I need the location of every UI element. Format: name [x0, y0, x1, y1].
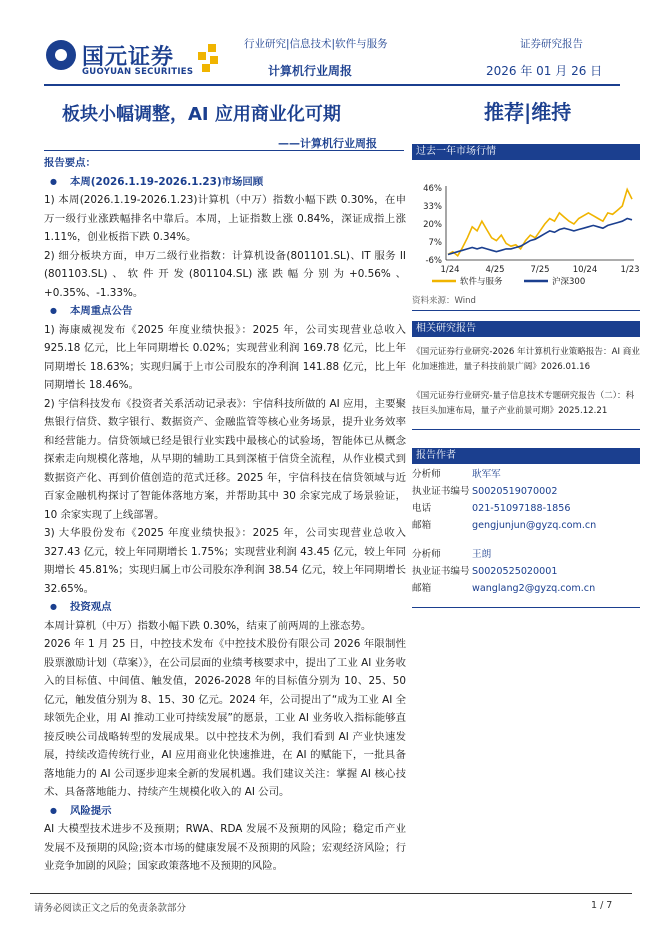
authors-header: 报告作者: [412, 448, 640, 464]
x-tick-label: 1/24: [440, 265, 460, 275]
author-block: [412, 546, 640, 597]
divider: [412, 607, 640, 608]
paragraph: 2) 宇信科技发布《投资者关系活动记录表》：宇信科技所做的 AI 应用，主要聚焦银行信贷、数字银行、数据资产、金融监管等核心业务场景，提升业务效率和经营能力。信贷领域已经是银行业实践中最核心的试验场，智能体已从概念探索走向规模化落地，从早期的辅助工具到深植于信贷全流程，从作业模式到数据资产化、再到价值创造的范式迁移。2025 年，宇信科技在信贷领域与近百家金融机构探讨了智能体落地方案，并帮助其中 30 余家完成了场景验证，10 余家实现了上线部署。: [44, 397, 406, 521]
report-body: [44, 154, 406, 876]
market-chart: [412, 160, 640, 286]
title-divider: [44, 150, 404, 151]
y-tick-label: 46%: [423, 184, 442, 194]
footer-disclaimer: 请务必阅读正文之后的免责条款部分: [34, 903, 187, 914]
logo-text-en: GUOYUAN SECURITIES: [82, 67, 194, 77]
author-label: 分析师: [412, 549, 441, 560]
y-tick-label: 20%: [423, 220, 442, 230]
sidebar: [412, 144, 640, 608]
company-logo-icon: [46, 40, 76, 70]
section-heading-investment-view: ● 投资观点: [44, 598, 406, 617]
series-line-1: [448, 219, 632, 255]
paragraph: 本周计算机（中万）指数小幅下跌 0.30%，结束了前两周的上涨态势。: [44, 619, 372, 632]
paragraph: 1) 海康威视发布《2025 年度业绩快报》：2025 年，公司实现营业总收入 925.18 亿元，比上年同期增长 0.02%；实现营业利润 169.78 亿元，比上年同期增长 18.63%；实现归属于上市公司股东的净利润 141.88 亿元，比上年同期增长 18.46%。: [44, 323, 406, 391]
report-date: 2026 年 01 月 26 日: [486, 64, 603, 78]
license-label: 执业证书编号: [412, 486, 470, 497]
paragraph: AI 大模型技术进步不及预期；RWA、RDA 发展不及预期的风险；稳定币产业发展不及预期的风险;资本市场的健康发展不及预期的风险；宏观经济风险；行业竞争加剧的风险；国家政策落地不及预期的风险。: [44, 823, 406, 872]
x-tick-label: 10/24: [572, 265, 598, 275]
x-tick-label: 7/25: [530, 265, 550, 275]
related-header: 相关研究报告: [412, 321, 640, 337]
section-heading-announcements: ● 本周重点公告: [44, 302, 406, 321]
page-number: 1 / 7: [591, 900, 613, 911]
paragraph: 2026 年 1 月 25 日，中控技术发布《中控技术股份有限公司 2026 年限制性股票激励计划（草案）》，在公司层面的业绩考核要求中，提出了工业 AI 业务收入的目标值、中间值、触发值，2026-2028 年的目标值分别为 10、25、50 亿元，触发值分别为 8、15、30 亿元。2024 年，公司提出了“成为工业 AI 全球领先企业，用 AI 推动工业可持续发展”的愿景，工业 AI 业务收入指标能够直接反映公司战略转型的发展成果。以中控技术为例，我们看到 AI 产业快速发展，持续改造传统行业，AI 应用商业化快速推进，在 AI 的赋能下，一批具备落地能力的 AI 公司逐步迎来全新的发展机遇。我们建议关注：掌握 AI 核心技术、具备落地能力、持续产生规模化收入的 AI 公司。: [44, 638, 406, 798]
license-number: S0020519070002: [472, 486, 558, 497]
license-label: 执业证书编号: [412, 566, 470, 577]
legend-label: 软件与服务: [460, 277, 503, 286]
report-series: 计算机行业周报: [268, 64, 353, 78]
related-report: 《国元证券行业研究-2026 年计算机行业策略报告：AI 商业化加速推进，量子科技前景广阔》2026.01.16: [412, 347, 640, 372]
paragraph: 2) 细分板块方面，申万二级行业指数：计算机设备(801101.SL)、IT 服务 II (801103.SL)、软件开发(801104.SL)涨跌幅分别为+0.56%、+0.35%、-1.33%。: [44, 249, 406, 299]
section-heading-market-review: ● 本周(2026.1.19-2026.1.23)市场回顾: [44, 173, 406, 192]
footer-divider: [30, 893, 632, 894]
y-tick-label: 7%: [428, 238, 442, 248]
x-tick-label: 4/25: [485, 265, 505, 275]
divider: [412, 310, 640, 311]
page-title: 板块小幅调整，AI 应用商业化可期: [62, 104, 341, 125]
page-subtitle: ——计算机行业周报: [278, 137, 377, 150]
divider: [412, 429, 640, 430]
author-name: 耿军军: [472, 469, 501, 480]
section-heading-risks: ● 风险提示: [44, 802, 406, 821]
email-link[interactable]: gengjunjun@gyzq.com.cn: [472, 520, 597, 531]
license-number: S0020525020001: [472, 566, 558, 577]
logo-text-cn: 国元证券: [82, 45, 175, 70]
chart-source: 资料来源：Wind: [412, 296, 476, 306]
x-tick-label: 1/23: [620, 265, 640, 275]
phone-label: 电话: [412, 503, 432, 514]
header-divider: [44, 84, 620, 86]
y-tick-label: -6%: [425, 256, 442, 266]
author-name: 王朗: [472, 549, 492, 560]
logo-decoration-icon: [196, 44, 224, 76]
email-link[interactable]: wanglang2@gyzq.com.cn: [472, 583, 596, 594]
report-categories: 行业研究|信息技术|软件与服务: [244, 38, 388, 50]
rating-badge: 推荐|维持: [484, 100, 572, 124]
key-points-heading: 报告要点：: [44, 157, 96, 169]
report-type: 证券研究报告: [520, 38, 583, 50]
paragraph: 3) 大华股份发布《2025 年度业绩快报》：2025 年，公司实现营业总收入 327.43 亿元，较上年同期增长 1.75%；实现营业利润 43.45 亿元，较上年同期增长 45.81%；实现归属上市公司股东净利润 38.54 亿元，较上年同期增长 32.65%。: [44, 527, 406, 595]
legend-label: 沪深300: [552, 277, 586, 286]
author-label: 分析师: [412, 469, 441, 480]
series-line-0: [448, 189, 632, 255]
related-report: 《国元证券行业研究-量子信息技术专题研究报告（二）：科技巨头加速布局，量子产业前景可期》2025.12.21: [412, 391, 635, 416]
paragraph: 1) 本周(2026.1.19-2026.1.23)计算机（中万）指数小幅下跌 0.30%，在申万一级行业涨跌幅排名中靠后。本周，上证指数上涨 0.84%，深证成指上涨 1.11%，创业板指下跌 0.34%。: [44, 194, 406, 243]
phone-number: 021-51097188-1856: [472, 503, 571, 514]
chart-header: 过去一年市场行情: [412, 144, 640, 160]
y-tick-label: 33%: [423, 202, 442, 212]
email-label: 邮箱: [412, 520, 432, 531]
author-block: [412, 466, 640, 534]
email-label: 邮箱: [412, 583, 432, 594]
